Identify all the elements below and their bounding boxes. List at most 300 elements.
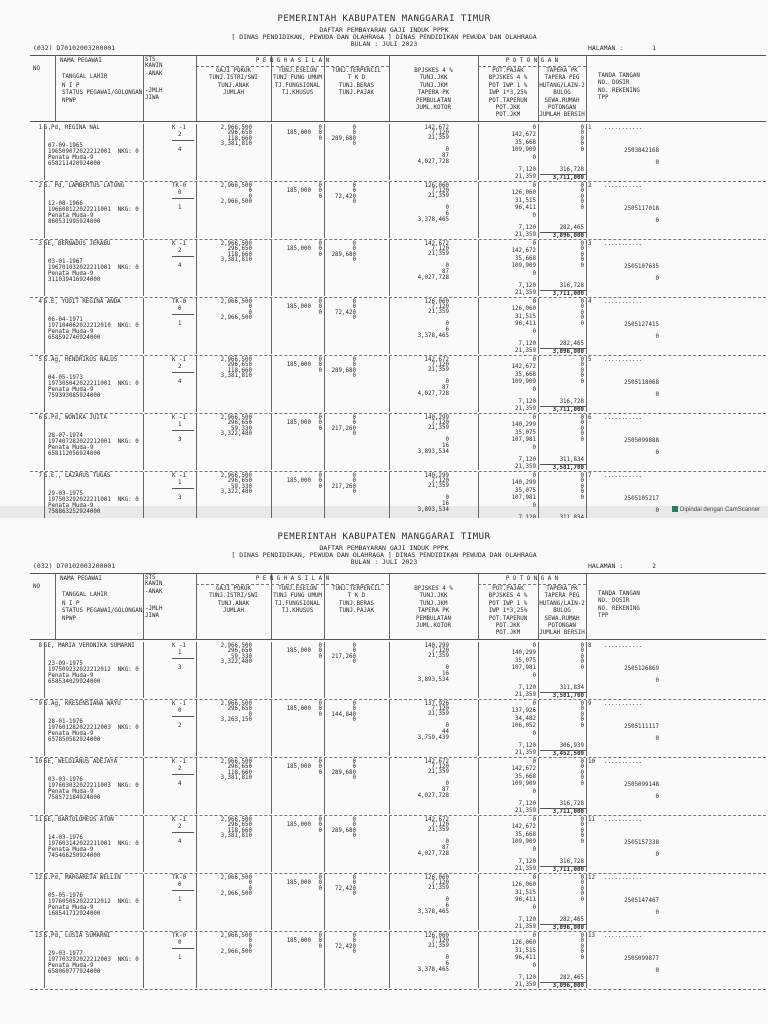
total-deduction: 282,465 — [559, 225, 584, 231]
column-divider — [478, 240, 479, 296]
deduction-value: 126,060 — [511, 882, 536, 889]
family-count: 2 — [178, 723, 182, 729]
column-divider — [143, 124, 144, 180]
column-header: SEWA.RUMAH — [544, 97, 580, 104]
column-header: TUNJ.JKM — [419, 82, 448, 89]
bpjs-value: 21,359 — [428, 943, 449, 949]
column-divider — [143, 356, 144, 412]
column-header: KAWIN — [145, 581, 163, 587]
tpp-value: 0 — [655, 508, 659, 514]
rule-line — [172, 198, 194, 199]
bpjs-value: 142,672 — [424, 241, 449, 247]
rule-line — [172, 256, 194, 257]
rule-line — [540, 232, 586, 233]
column-header: TUNJ.BERAS — [339, 82, 374, 89]
zero-value: 0 — [318, 701, 322, 707]
column-divider — [44, 932, 45, 988]
signature-line: ........... — [604, 933, 643, 939]
deduction-value: 21,359 — [515, 174, 536, 180]
deduction-value: 0 — [580, 659, 584, 666]
row-number: 11 — [35, 817, 42, 823]
signature-number: 4 — [588, 299, 592, 305]
employee-name: SE, BERNADUS JERABU — [44, 241, 111, 247]
child-count: 1 — [178, 480, 182, 486]
rule-line — [172, 430, 194, 431]
net-pay: 3,581,700 — [552, 693, 584, 699]
zero-value: 0 — [318, 357, 322, 363]
zero-value: 0 — [318, 769, 322, 776]
column-divider — [271, 182, 272, 238]
deduction-value: 0 — [580, 938, 584, 945]
allowance-value: 0 — [352, 362, 356, 368]
zero-value: 0 — [318, 415, 322, 421]
scanner-watermark — [672, 506, 760, 513]
zero-value: 0 — [318, 711, 322, 718]
deduction-value: 0 — [580, 780, 584, 787]
column-divider — [586, 124, 587, 180]
column-divider — [389, 642, 390, 698]
deduction-value: 0 — [580, 135, 584, 142]
deduction-value: 0 — [532, 125, 536, 131]
column-divider — [586, 240, 587, 296]
employee-name: S.Pd, REGINA NAL — [44, 125, 100, 131]
bpjs-value: 140,299 — [424, 473, 449, 479]
marital-status: TK-0 — [172, 875, 186, 881]
column-divider — [143, 240, 144, 296]
column-header: BULOG — [553, 90, 571, 97]
allowance-value: 185,000 — [286, 648, 311, 654]
deduction-value: 0 — [580, 478, 584, 485]
deduction-value: 109,909 — [511, 379, 536, 386]
deduction-value: 0 — [580, 431, 584, 438]
column-header: GAJI POKOK — [216, 68, 251, 74]
deduction-value: 0 — [580, 357, 584, 363]
deduction-value: 21,359 — [515, 750, 536, 756]
deduction-value: 0 — [580, 896, 584, 903]
column-divider — [196, 182, 197, 238]
salary-value: 2,966,500 — [220, 357, 252, 363]
allowance-value: 0 — [352, 643, 356, 649]
salary-value: 296,650 — [227, 822, 252, 829]
salary-value: 296,650 — [227, 706, 252, 713]
allowance-value: 0 — [352, 420, 356, 426]
employee-name: S.Pd, WONIKA JUITA — [44, 415, 107, 421]
allowance-value: 289,680 — [331, 252, 356, 258]
column-divider — [538, 414, 539, 470]
column-divider — [324, 932, 325, 988]
salary-value: 0 — [248, 309, 252, 316]
allowance-value: 0 — [352, 701, 356, 707]
tpp-value: 0 — [655, 276, 659, 282]
employee-nip: 197503292022211001 NKG: 0 — [48, 497, 139, 503]
deduction-value: 96,411 — [515, 897, 536, 904]
employee-rank: Penata Muda-9 — [48, 963, 94, 969]
column-divider — [478, 298, 479, 354]
bpjs-value: 44 — [442, 729, 449, 735]
column-divider — [44, 816, 45, 872]
column-divider — [143, 642, 144, 698]
net-pay: 3,711,000 — [552, 291, 584, 297]
rule-line — [540, 290, 586, 291]
column-header: TPP — [598, 613, 609, 620]
zero-value: 0 — [318, 367, 322, 374]
deduction-value: 0 — [580, 648, 584, 655]
deduction-value: 21,359 — [515, 808, 536, 814]
birth-date: 03-01-1967 — [48, 259, 83, 265]
bpjs-value: 7,120 — [431, 246, 449, 252]
deduction-value: 0 — [580, 473, 584, 479]
family-count: 4 — [178, 263, 182, 269]
column-divider — [196, 298, 197, 354]
column-header: TJ.FUNGSIONAL — [274, 82, 321, 89]
column-header: TUNJ.ISTRI/SWI — [209, 75, 258, 82]
zero-value: 0 — [318, 648, 322, 655]
signature-number: 9 — [588, 701, 592, 707]
deduction-value: 0 — [580, 833, 584, 840]
column-divider — [324, 182, 325, 238]
bpjs-value: 7,120 — [431, 304, 449, 310]
child-count: 2 — [178, 766, 182, 772]
column-divider — [586, 414, 587, 470]
net-pay: 3,452,500 — [552, 751, 584, 757]
employee-rank: Penata Muda-9 — [48, 329, 94, 335]
salary-value: 0 — [248, 943, 252, 950]
bpjs-value: 7,120 — [431, 764, 449, 770]
employee-npwp: 658592746924000 — [48, 335, 101, 341]
column-header: PEMBULATAN — [416, 97, 451, 104]
column-divider — [271, 932, 272, 988]
deduction-value: 0 — [580, 885, 584, 892]
salary-value: 296,650 — [227, 764, 252, 771]
deduction-value: 142,672 — [511, 248, 536, 255]
rule-line — [30, 121, 766, 122]
deduction-value: 0 — [580, 943, 584, 950]
deduction-value: 7,120 — [518, 685, 536, 691]
birth-date: 23-09-1975 — [48, 661, 83, 667]
employee-nip: 197104062022212010 NKG: 0 — [48, 323, 139, 329]
employee-nip: 197601282022212003 NKG: 0 — [48, 725, 139, 731]
bpjs-value: 21,359 — [428, 425, 449, 431]
allowance-value: 0 — [352, 141, 356, 147]
gross-total: 3,378,465 — [417, 967, 449, 973]
gross-total: 3,893,534 — [417, 449, 449, 455]
column-divider — [538, 124, 539, 180]
bpjs-value: 140,299 — [424, 415, 449, 421]
column-divider — [196, 700, 197, 756]
column-header: POT.PAJAK — [492, 586, 524, 592]
deduction-value: 0 — [580, 717, 584, 724]
deduction-value: 0 — [580, 643, 584, 649]
column-divider — [389, 758, 390, 814]
column-divider — [586, 55, 587, 121]
column-header: STS — [145, 575, 156, 581]
signature-line: ........... — [604, 125, 643, 131]
tpp-value: 0 — [655, 160, 659, 166]
deduction-value: 21,359 — [515, 348, 536, 354]
zero-value: 0 — [318, 478, 322, 485]
allowance-value: 185,000 — [286, 822, 311, 828]
column-divider — [196, 758, 197, 814]
deduction-value: 0 — [580, 875, 584, 881]
deduction-value: 35,668 — [515, 371, 536, 378]
rule-line — [540, 924, 586, 925]
column-divider — [538, 874, 539, 930]
rule-line — [172, 372, 194, 373]
zero-value: 0 — [318, 938, 322, 945]
column-header: SEWA.RUMAH — [544, 615, 580, 622]
salary-value: 296,650 — [227, 362, 252, 369]
allowance-value: 0 — [352, 125, 356, 131]
allowance-value: 0 — [352, 315, 356, 321]
deduction-value: 21,359 — [515, 982, 536, 988]
deduction-value: 35,075 — [515, 487, 536, 494]
column-divider — [324, 414, 325, 470]
column-header: GAJI POKOK — [216, 586, 251, 592]
column-header: TUNJ FUNG UMUM — [273, 593, 322, 600]
signature-number: 11 — [588, 817, 595, 823]
column-divider — [478, 356, 479, 412]
column-divider — [271, 874, 272, 930]
account-number: 2505099888 — [624, 438, 659, 444]
salary-value: 3,322,480 — [220, 489, 252, 496]
bpjs-value: 142,672 — [424, 125, 449, 131]
deduction-value: 0 — [580, 827, 584, 834]
column-divider — [271, 298, 272, 354]
deduction-value: 21,359 — [515, 924, 536, 930]
child-count: 2 — [178, 364, 182, 370]
rule-line — [540, 808, 586, 809]
deduction-value: 0 — [580, 706, 584, 713]
deduction-value: 0 — [580, 722, 584, 729]
bpjs-value: 0 — [445, 379, 449, 385]
child-count: 0 — [178, 882, 182, 888]
rule-line — [172, 774, 194, 775]
deduction-value: 0 — [580, 489, 584, 496]
column-header: TPP — [598, 95, 609, 102]
child-count: 2 — [178, 824, 182, 830]
salary-value: 2,966,500 — [220, 199, 252, 206]
account-number: 2505111117 — [624, 724, 659, 730]
rule-line — [540, 692, 586, 693]
signature-number: 13 — [588, 933, 595, 939]
column-header: T K D — [347, 593, 366, 600]
column-header: BPJSKES 4 % — [414, 68, 453, 74]
deduction-value: 7,120 — [518, 801, 536, 807]
deduction-value: 0 — [532, 299, 536, 305]
deduction-value: 0 — [532, 386, 536, 393]
employee-npwp: 658060777924000 — [48, 969, 101, 975]
bpjs-value: 21,359 — [428, 885, 449, 891]
column-divider — [586, 874, 587, 930]
allowance-value: 0 — [352, 188, 356, 194]
document-subtitle: DAFTAR PEMBAYARAN GAJI INDUK PPPK — [319, 26, 449, 34]
employee-npwp: 311039416924000 — [48, 277, 101, 283]
signature-line: ........... — [604, 817, 643, 823]
employee-rank: Penata Muda-9 — [48, 789, 94, 795]
column-header: -ANAK — [145, 71, 163, 77]
deduction-value: 0 — [580, 183, 584, 189]
salary-value: 2,966,500 — [220, 415, 252, 421]
salary-value: 0 — [248, 188, 252, 195]
employee-name: SE, BARTOLOMEUS ATON — [44, 817, 114, 823]
column-header: TAPERA PK — [417, 90, 450, 97]
salary-value: 0 — [248, 880, 252, 887]
signature-number: 2 — [588, 183, 592, 189]
salary-value: 59,330 — [231, 653, 252, 660]
rule-line — [540, 464, 586, 465]
column-divider — [478, 124, 479, 180]
zero-value: 0 — [318, 653, 322, 660]
bpjs-value: 16 — [442, 671, 449, 677]
deduction-value: 7,120 — [518, 743, 536, 749]
column-divider — [196, 124, 197, 180]
bpjs-value: 7,120 — [431, 420, 449, 426]
allowance-value: 185,000 — [286, 764, 311, 770]
deduction-value: 0 — [580, 701, 584, 707]
signature-line: ........... — [604, 415, 643, 421]
column-divider — [538, 700, 539, 756]
column-divider — [324, 758, 325, 814]
salary-value: 59,330 — [231, 425, 252, 432]
allowance-value: 0 — [352, 183, 356, 189]
column-divider — [586, 816, 587, 872]
column-header: NPWP — [62, 616, 76, 622]
marital-status: K -1 — [172, 701, 186, 707]
child-count: 0 — [178, 708, 182, 714]
total-deduction: 282,465 — [559, 975, 584, 981]
account-number: 2505126869 — [624, 666, 659, 672]
column-header: TUNJ.JKK — [419, 75, 448, 82]
marital-status: K -1 — [172, 415, 186, 421]
allowance-value: 0 — [352, 775, 356, 781]
employee-rank: Penata Muda-9 — [48, 673, 94, 679]
deduction-value: 107,981 — [511, 495, 536, 502]
column-header: TANDA TANGAN — [598, 591, 640, 597]
column-header: NAMA PEGAWAI — [60, 58, 102, 64]
signature-line: ........... — [604, 357, 643, 363]
column-header: HUTANG/LAIN-2 — [539, 600, 585, 607]
bpjs-value: 21,359 — [428, 251, 449, 257]
deduction-value: 35,075 — [515, 429, 536, 436]
signature-number: 5 — [588, 357, 592, 363]
employee-rank: Penata Muda-9 — [48, 271, 94, 277]
column-divider — [324, 700, 325, 756]
signature-number: 1 — [588, 125, 592, 131]
column-divider — [44, 642, 45, 698]
tpp-value: 0 — [655, 852, 659, 858]
column-divider — [196, 642, 197, 698]
allowance-value: 0 — [352, 933, 356, 939]
column-divider — [538, 356, 539, 412]
deduction-value: 0 — [532, 502, 536, 509]
column-divider — [55, 55, 56, 121]
employee-rank: Penata Muda-9 — [48, 155, 94, 161]
signature-line: ........... — [604, 473, 643, 479]
column-header: TAPERA PEG — [544, 593, 580, 600]
bpjs-value: 21,359 — [428, 711, 449, 717]
column-header: TUNJ.TERPENCIL — [332, 586, 381, 592]
column-divider — [271, 816, 272, 872]
rule-line — [172, 488, 194, 489]
deduction-value: 0 — [532, 672, 536, 679]
allowance-value: 185,000 — [286, 706, 311, 712]
column-divider — [44, 240, 45, 296]
tpp-value: 0 — [655, 968, 659, 974]
row-number: 13 — [35, 933, 42, 939]
child-count: 0 — [178, 190, 182, 196]
bpjs-value: 142,672 — [424, 817, 449, 823]
column-header: TUNJ.ISTRI/SWI — [209, 593, 258, 600]
row-number: 6 — [38, 415, 42, 421]
salary-value: 2,966,500 — [220, 701, 252, 707]
allowance-value: 0 — [352, 257, 356, 263]
deduction-value: 7,120 — [518, 975, 536, 981]
salary-value: 0 — [248, 304, 252, 311]
column-divider — [586, 642, 587, 698]
payroll-page-2 — [0, 518, 768, 1024]
column-header: POT.TAPERUN — [488, 615, 528, 622]
deduction-value: 0 — [580, 425, 584, 432]
column-divider — [586, 356, 587, 412]
account-number: 2505117018 — [624, 206, 659, 212]
rule-line — [30, 573, 766, 574]
column-divider — [389, 240, 390, 296]
deduction-value: 0 — [580, 241, 584, 247]
child-count: 2 — [178, 248, 182, 254]
column-header: STATUS PEGAWAI/GOLONGAN — [62, 90, 143, 96]
watermark-text: Dipindai dengan CamScanner — [680, 507, 761, 513]
column-divider — [143, 758, 144, 814]
deduction-value: 96,411 — [515, 955, 536, 962]
deduction-value: 7,120 — [518, 167, 536, 173]
deduction-value: 137,926 — [511, 708, 536, 715]
allowance-value: 0 — [352, 478, 356, 484]
column-header: TUNJ.ANAK — [217, 600, 250, 607]
tpp-value: 0 — [655, 392, 659, 398]
allowance-value: 0 — [352, 130, 356, 136]
deduction-value: 7,120 — [518, 399, 536, 405]
column-header: NO. REKENING — [598, 87, 640, 94]
employee-nip: 197603142022211001 NKG: 0 — [48, 841, 139, 847]
employee-npwp: 657850582924000 — [48, 737, 101, 743]
deduction-value: 0 — [580, 367, 584, 374]
salary-value: 3,381,810 — [220, 257, 252, 264]
zero-value: 0 — [318, 193, 322, 200]
employee-rank: Penata Muda-9 — [48, 731, 94, 737]
allowance-value: 185,000 — [286, 188, 311, 194]
salary-value: 296,650 — [227, 478, 252, 485]
deduction-value: 0 — [580, 711, 584, 718]
zero-value: 0 — [318, 362, 322, 369]
deduction-value: 0 — [580, 262, 584, 269]
column-header: KAWIN — [145, 63, 163, 69]
deduction-value: 0 — [580, 373, 584, 380]
column-divider — [143, 874, 144, 930]
salary-value: 2,966,500 — [220, 759, 252, 765]
deduction-value: 0 — [580, 483, 584, 490]
account-number: 2505118068 — [624, 380, 659, 386]
column-divider — [389, 414, 390, 470]
bpjs-value: 21,359 — [428, 193, 449, 199]
column-divider — [538, 932, 539, 988]
allowance-value: 185,000 — [286, 362, 311, 368]
account-number: 2505107635 — [624, 264, 659, 270]
employee-npwp: 860531995924000 — [48, 219, 101, 225]
column-header: POT IWP 1 % — [488, 82, 528, 89]
deduction-value: 0 — [532, 328, 536, 335]
allowance-value: 0 — [352, 659, 356, 665]
column-header: NO — [33, 584, 40, 590]
